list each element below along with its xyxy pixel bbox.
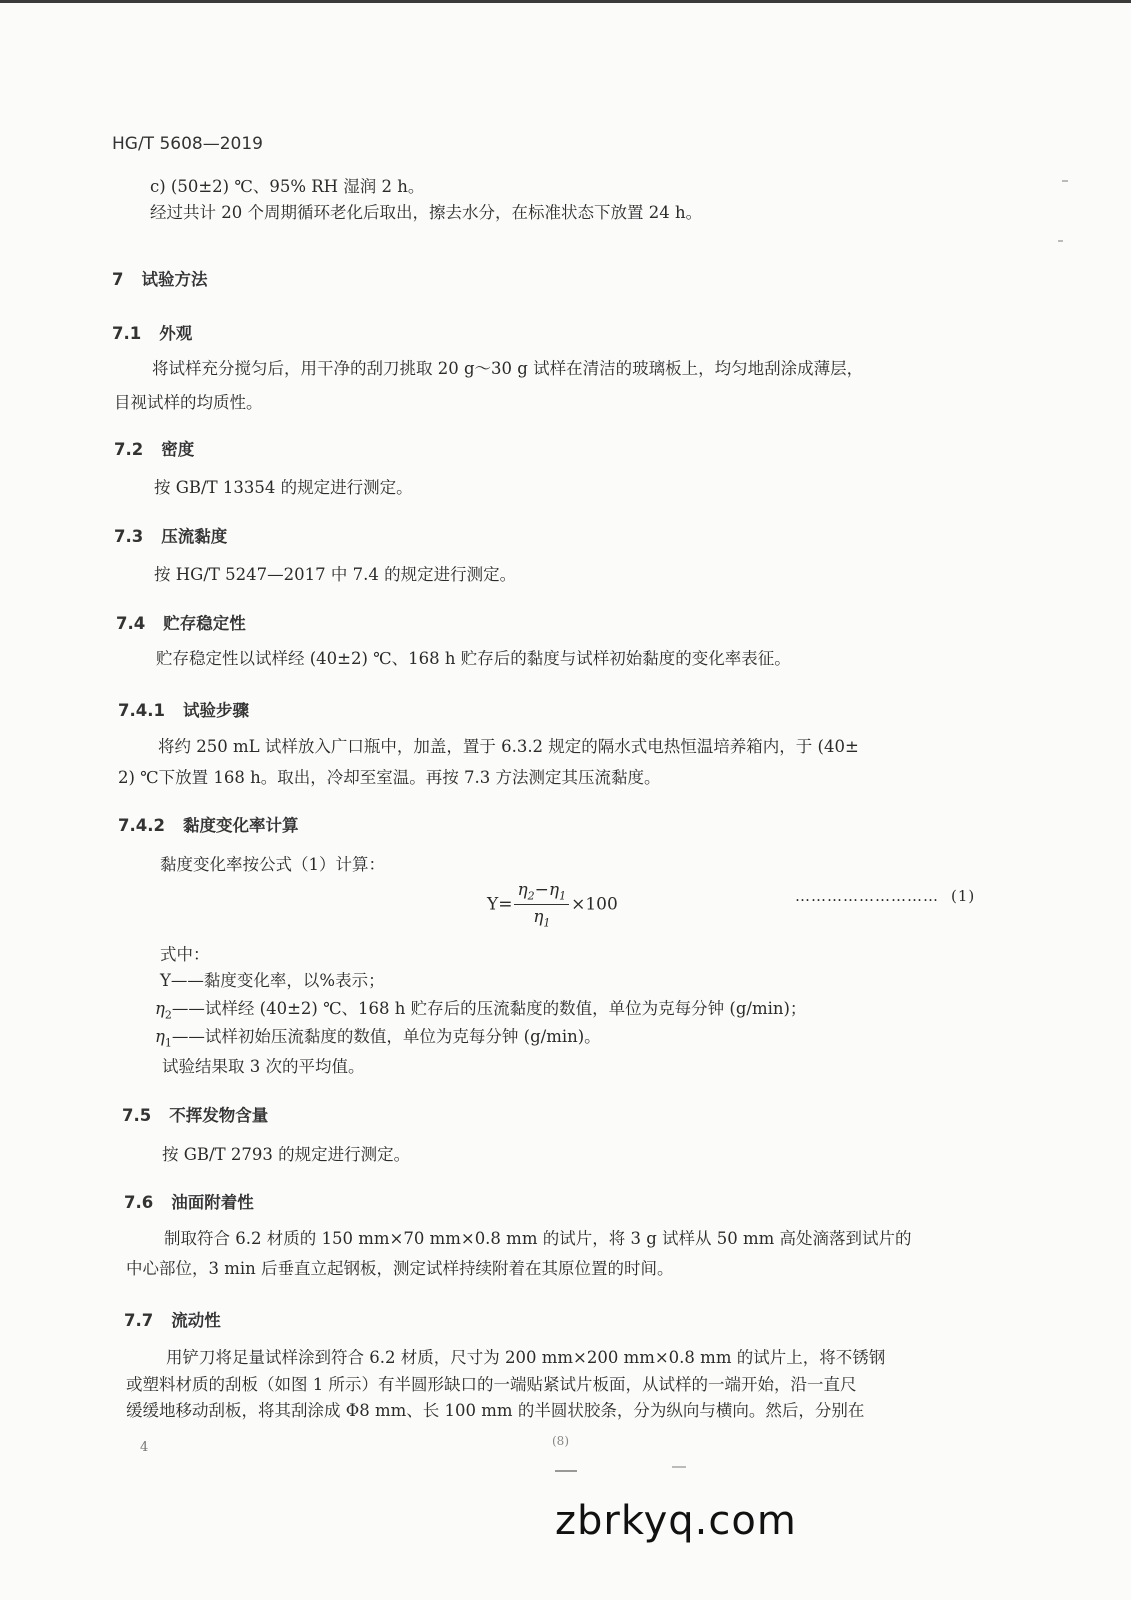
section-7-5-heading <box>122 1102 268 1126</box>
formula-fraction <box>514 880 569 930</box>
section-7-3-heading <box>114 523 227 547</box>
scan-speck <box>1058 240 1063 242</box>
scan-speck <box>672 1466 686 1468</box>
section-7-4-1-line-2: 2) ℃下放置 168 h。取出，冷却至室温。再按 7.3 方法测定其压流黏度。 <box>118 768 661 787</box>
section-number: 7.4 <box>116 614 146 633</box>
formula-lhs: Y= <box>487 894 513 915</box>
result-note: 试验结果取 3 次的平均值。 <box>162 1057 365 1076</box>
section-number: 7.4.2 <box>118 816 165 835</box>
section-7-7-heading <box>124 1307 221 1331</box>
formula-1 <box>487 880 618 930</box>
section-title: 外观 <box>159 324 193 343</box>
section-title: 贮存稳定性 <box>163 614 246 633</box>
where-eta1: $\eta_1——$试样初始压流黏度的数值，单位为克每分钟 (g/min)。 <box>155 1027 601 1050</box>
watermark-text: zbrkyq.com <box>555 1498 797 1544</box>
section-title: 流动性 <box>171 1311 221 1330</box>
section-number: 7.4.1 <box>118 701 165 720</box>
list-item-c: c) (50±2) ℃、95% RH 湿润 2 h。 <box>150 177 425 196</box>
equation-number: (1) <box>951 887 976 905</box>
section-number: 7.7 <box>124 1311 154 1330</box>
section-title: 试验方法 <box>141 270 208 289</box>
formula-leader-dots: ……………………… (1) <box>795 887 976 905</box>
section-title: 压流黏度 <box>161 527 228 546</box>
section-title: 密度 <box>161 440 195 459</box>
footer-marker: (8) <box>552 1434 569 1448</box>
formula-denominator: $\eta_1$ <box>533 907 551 930</box>
section-7-6-heading <box>124 1189 254 1213</box>
section-number: 7.5 <box>122 1106 152 1125</box>
where-y: Y——黏度变化率，以%表示； <box>160 971 385 990</box>
section-7-1-heading <box>112 320 192 344</box>
section-7-4-2-heading <box>118 812 298 836</box>
section-7-7-line-1: 用铲刀将足量试样涂到符合 6.2 材质，尺寸为 200 mm×200 mm×0.8 mm 的试片上，将不锈钢 <box>166 1348 886 1367</box>
section-7-7-line-2: 或塑料材质的刮板（如图 1 所示）有半圆形缺口的一端贴紧试片板面，从试样的一端开始，沿一直尺 <box>126 1375 857 1394</box>
section-7-2-heading <box>114 436 194 460</box>
section-number: 7.2 <box>114 440 144 459</box>
where-eta2: $\eta_2——$试样经 (40±2) ℃、168 h 贮存后的压流黏度的数值，单位为克每分钟 (g/min)； <box>155 999 807 1022</box>
section-7-4-1-heading <box>118 697 249 721</box>
section-7-2-text: 按 GB/T 13354 的规定进行测定。 <box>154 478 413 497</box>
section-title: 油面附着性 <box>171 1193 254 1212</box>
standard-code: HG/T 5608—2019 <box>112 134 263 154</box>
section-title: 黏度变化率计算 <box>182 816 299 835</box>
section-7-4-text: 贮存稳定性以试样经 (40±2) ℃、168 h 贮存后的黏度与试样初始黏度的变化率表征。 <box>156 649 791 668</box>
formula-multiplier: ×100 <box>571 894 618 915</box>
scan-speck <box>555 1470 577 1472</box>
section-title: 不挥发物含量 <box>169 1106 269 1125</box>
section-7-6-line-2: 中心部位，3 min 后垂直立起钢板，测定试样持续附着在其原位置的时间。 <box>126 1259 674 1278</box>
section-7-5-text: 按 GB/T 2793 的规定进行测定。 <box>162 1145 411 1164</box>
section-7-6-line-1: 制取符合 6.2 材质的 150 mm×70 mm×0.8 mm 的试片，将 3 g 试样从 50 mm 高处滴落到试片的 <box>164 1229 912 1248</box>
section-number: 7.6 <box>124 1193 154 1212</box>
formula-numerator: $\eta_2-\eta_1$ <box>514 880 569 905</box>
section-number: 7.1 <box>112 324 142 343</box>
section-7-4-1-line-1: 将约 250 mL 试样放入广口瓶中，加盖，置于 6.3.2 规定的隔水式电热恒温培养箱内，于 (40± <box>158 737 859 756</box>
section-7-4-2-text: 黏度变化率按公式（1）计算： <box>160 855 385 874</box>
section-title: 试验步骤 <box>182 701 249 720</box>
section-number: 7.3 <box>114 527 144 546</box>
where-label: 式中： <box>160 945 210 964</box>
section-7-1-line-1: 将试样充分搅匀后，用干净的刮刀挑取 20 g～30 g 试样在清洁的玻璃板上，均匀地刮涂成薄层， <box>152 359 864 378</box>
top-border <box>0 0 1131 3</box>
section-7-4-heading <box>116 610 246 634</box>
section-7-7-line-3: 缓缓地移动刮板，将其刮涂成 Φ8 mm、长 100 mm 的半圆状胶条，分为纵向与横向。然后，分别在 <box>126 1401 865 1420</box>
page-number: 4 <box>140 1440 149 1455</box>
section-7-heading <box>112 266 207 290</box>
section-7-3-text: 按 HG/T 5247—2017 中 7.4 的规定进行测定。 <box>154 565 517 584</box>
section-number: 7 <box>112 270 124 289</box>
aging-paragraph: 经过共计 20 个周期循环老化后取出，擦去水分，在标准状态下放置 24 h。 <box>150 203 703 222</box>
section-7-1-line-2: 目视试样的均质性。 <box>114 393 263 412</box>
scan-speck <box>1062 180 1068 182</box>
